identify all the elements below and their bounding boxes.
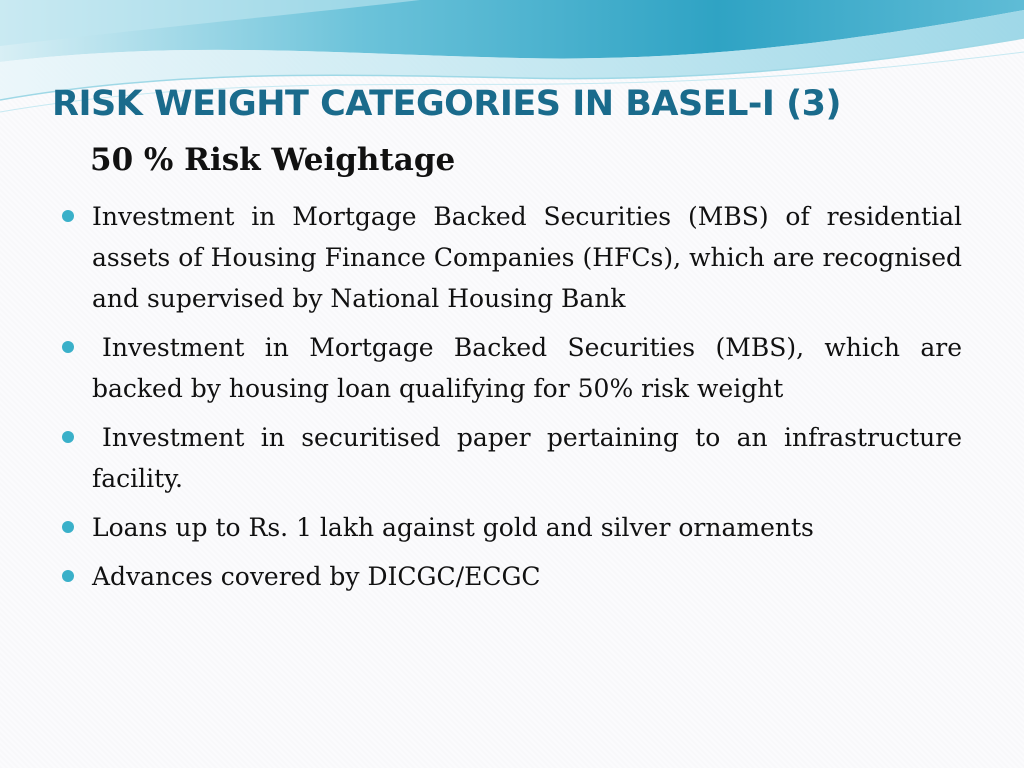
slide-subtitle: 50 % Risk Weightage — [90, 142, 456, 178]
bullet-text: Investment in securitised paper pertaining to an infrastructure facility. — [92, 423, 962, 493]
bullet-text: Advances covered by DICGC/ECGC — [92, 562, 541, 591]
bullet-item-4 — [62, 507, 962, 548]
bullet-list — [62, 196, 962, 605]
slide-title: RISK WEIGHT CATEGORIES IN BASEL-I (3) — [52, 84, 841, 124]
bullet-item-5 — [62, 556, 962, 597]
bullet-text: Loans up to Rs. 1 lakh against gold and silver ornaments — [92, 513, 814, 542]
bullet-item-2 — [62, 327, 962, 409]
bullet-dot-icon — [62, 210, 74, 222]
bullet-item-3 — [62, 417, 962, 499]
bullet-dot-icon — [62, 521, 74, 533]
bullet-text: Investment in Mortgage Backed Securities (MBS) of residential assets of Housing Finance Companies (HFCs), which are recognised and supervised by National Housing Bank — [92, 202, 962, 313]
bullet-dot-icon — [62, 341, 74, 353]
bullet-item-1 — [62, 196, 962, 319]
bullet-dot-icon — [62, 431, 74, 443]
bullet-text: Investment in Mortgage Backed Securities (MBS), which are backed by housing loan qualifying for 50% risk weight — [92, 333, 962, 403]
bullet-dot-icon — [62, 570, 74, 582]
